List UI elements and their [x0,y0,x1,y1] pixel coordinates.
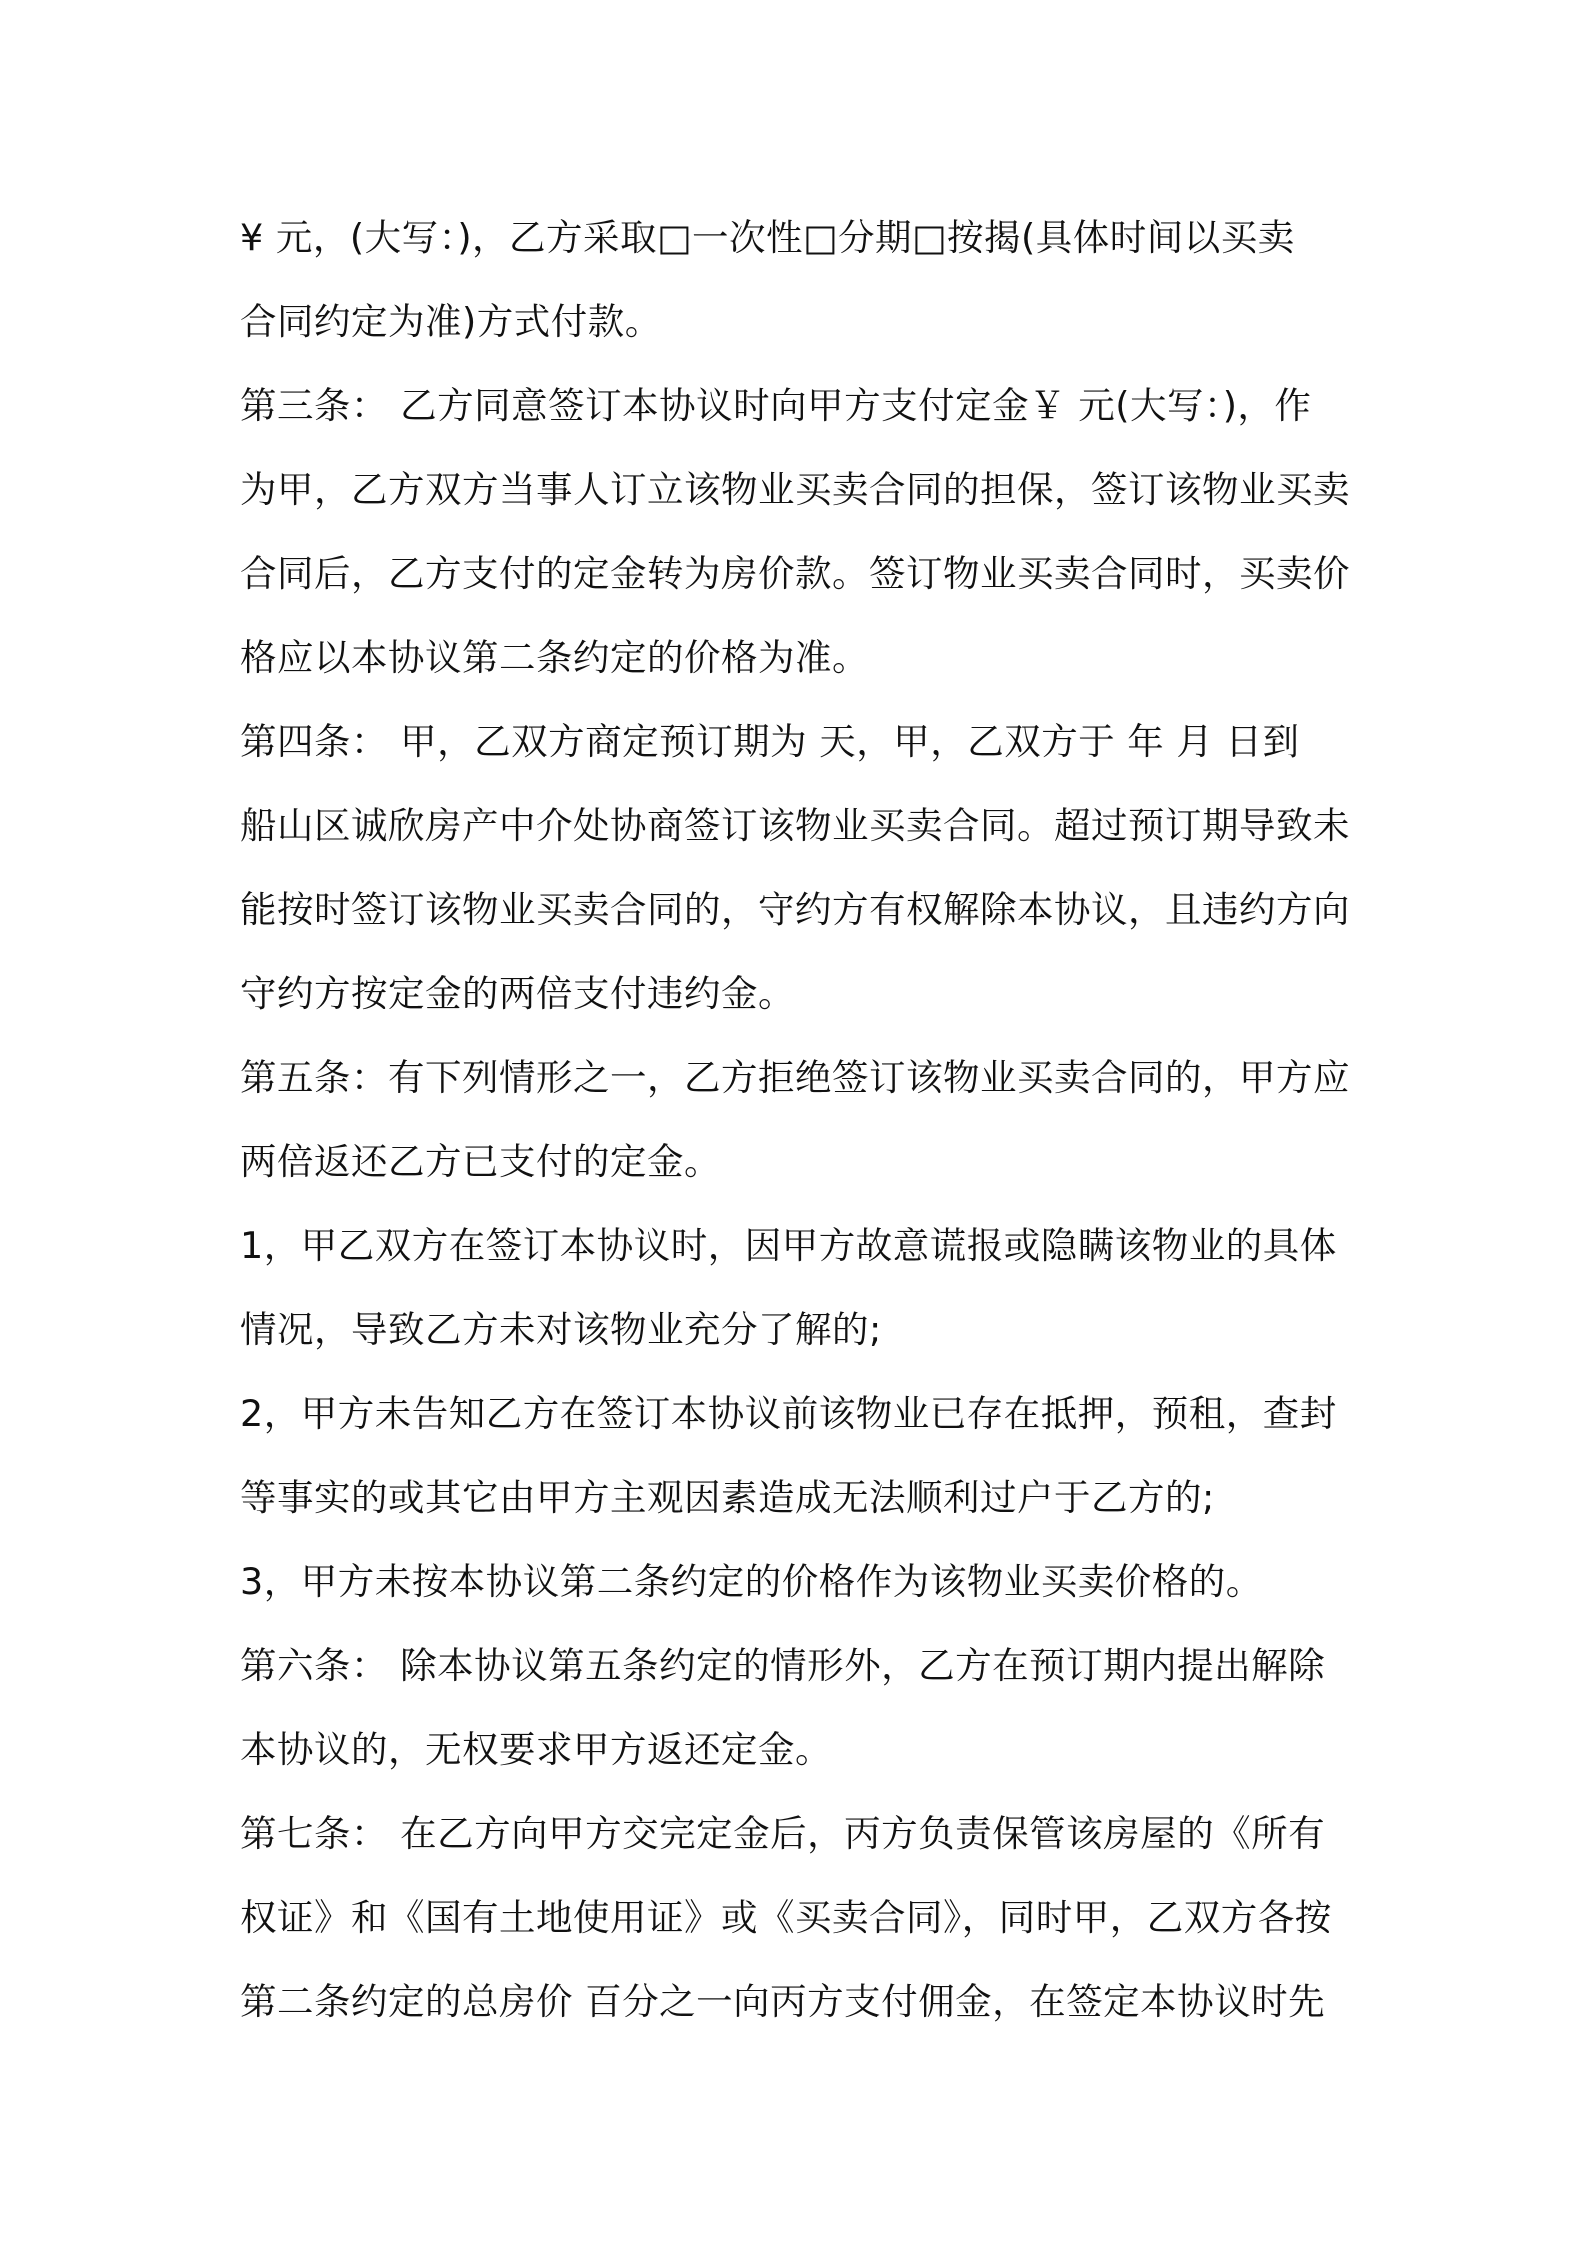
list-item-2-line: 2，甲方未告知乙方在签订本协议前该物业已存在抵押，预租，查封 [240,1392,1337,1435]
document-body [240,196,1350,2044]
clause-7-heading-line: 第七条： 在乙方向甲方交完定金后，丙方负责保管该房屋的《所有 [240,1812,1326,1855]
text-line: ¥ 元，(大写：)，乙方采取□一次性□分期□按揭(具体时间以买卖 [240,216,1295,259]
text-line: 本协议的，无权要求甲方返还定金。 [240,1728,832,1771]
text-line: 两倍返还乙方已支付的定金。 [240,1140,721,1183]
text-line: 守约方按定金的两倍支付违约金。 [240,972,795,1015]
text-line: 权证》和《国有土地使用证》或《买卖合同》，同时甲，乙双方各按 [240,1896,1332,1939]
text-line: 格应以本协议第二条约定的价格为准。 [240,636,869,679]
text-line: 船山区诚欣房产中介处协商签订该物业买卖合同。超过预订期导致未 [240,804,1350,847]
text-line: 等事实的或其它由甲方主观因素造成无法顺利过户于乙方的; [240,1476,1215,1519]
text-line: 情况，导致乙方未对该物业充分了解的; [240,1308,882,1351]
text-line: 合同约定为准)方式付款。 [240,300,662,343]
clause-6-heading-line: 第六条： 除本协议第五条约定的情形外，乙方在预订期内提出解除 [240,1644,1326,1687]
clause-4-heading-line: 第四条： 甲，乙双方商定预订期为 天，甲，乙双方于 年 月 日到 [240,720,1300,763]
text-line: 第二条约定的总房价 百分之一向丙方支付佣金，在签定本协议时先 [240,1980,1326,2023]
text-line: 合同后，乙方支付的定金转为房价款。签订物业买卖合同时，买卖价 [240,552,1350,595]
clause-5-heading-line: 第五条：有下列情形之一，乙方拒绝签订该物业买卖合同的，甲方应 [240,1056,1350,1099]
text-line: 能按时签订该物业买卖合同的，守约方有权解除本协议，且违约方向 [240,888,1350,931]
text-line: 为甲，乙方双方当事人订立该物业买卖合同的担保，签订该物业买卖 [240,468,1350,511]
list-item-1-line: 1，甲乙双方在签订本协议时，因甲方故意谎报或隐瞒该物业的具体 [240,1224,1337,1267]
clause-3-heading-line: 第三条： 乙方同意签订本协议时向甲方支付定金￥ 元(大写：)，作 [240,384,1312,427]
list-item-3-line: 3，甲方未按本协议第二条约定的价格作为该物业买卖价格的。 [240,1560,1263,1603]
